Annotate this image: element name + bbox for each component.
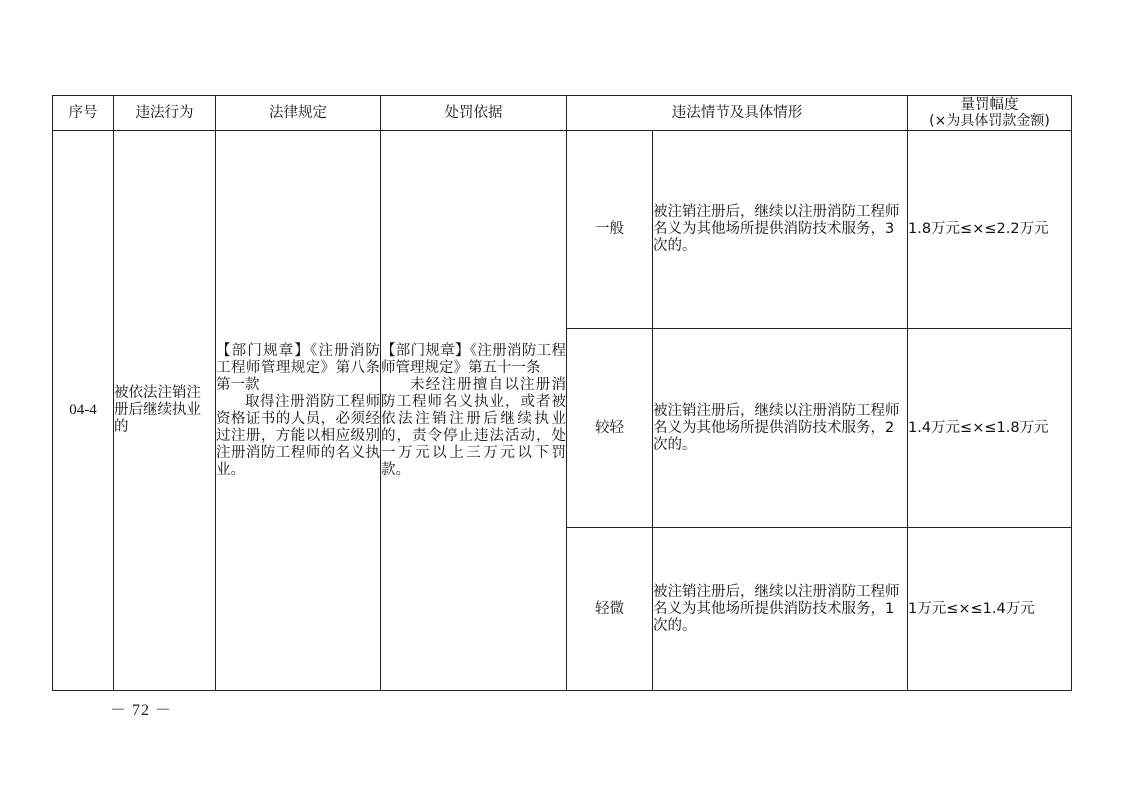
row-violation: 被依法注销注册后继续执业的 bbox=[114, 131, 216, 691]
level-general: 一般 bbox=[567, 131, 653, 329]
detail-general: 被注销注册后，继续以注册消防工程师名义为其他场所提供消防技术服务，3次的。 bbox=[653, 131, 908, 329]
law-title: 【部门规章】《注册消防工程师管理规定》第八条第一款 bbox=[216, 342, 380, 393]
basis-title: 【部门规章】《注册消防工程师管理规定》第五十一条 bbox=[381, 342, 566, 376]
header-range-note: (×为具体罚款金额) bbox=[929, 113, 1050, 129]
amount-minor: 1.4万元≤×≤1.8万元 bbox=[908, 329, 1072, 528]
page-number: － 72 － bbox=[110, 702, 173, 719]
header-basis: 处罚依据 bbox=[381, 96, 567, 131]
header-row bbox=[53, 96, 1072, 131]
header-range bbox=[908, 96, 1072, 131]
header-seq: 序号 bbox=[53, 96, 114, 131]
row-basis bbox=[381, 131, 567, 691]
detail-minor: 被注销注册后，继续以注册消防工程师名义为其他场所提供消防技术服务，2次的。 bbox=[653, 329, 908, 528]
amount-slight: 1万元≤×≤1.4万元 bbox=[908, 528, 1072, 691]
table-row bbox=[53, 131, 1072, 329]
amount-general: 1.8万元≤×≤2.2万元 bbox=[908, 131, 1072, 329]
header-range-title: 量罚幅度 bbox=[960, 97, 1019, 113]
row-law bbox=[216, 131, 381, 691]
detail-slight: 被注销注册后，继续以注册消防工程师名义为其他场所提供消防技术服务，1次的。 bbox=[653, 528, 908, 691]
header-circumstance: 违法情节及具体情形 bbox=[567, 96, 908, 131]
row-seq: 04-4 bbox=[53, 131, 114, 691]
level-minor: 较轻 bbox=[567, 329, 653, 528]
penalty-table bbox=[52, 95, 1072, 691]
header-violation: 违法行为 bbox=[114, 96, 216, 131]
basis-body: 未经注册擅自以注册消防工程师名义执业，或者被依法注销注册后继续执业的，责令停止违法活动，处一万元以上三万元以下罚款。 bbox=[381, 376, 566, 478]
level-slight: 轻微 bbox=[567, 528, 653, 691]
header-law: 法律规定 bbox=[216, 96, 381, 131]
law-body: 取得注册消防工程师资格证书的人员，必须经过注册，方能以相应级别注册消防工程师的名义执业。 bbox=[216, 393, 380, 478]
